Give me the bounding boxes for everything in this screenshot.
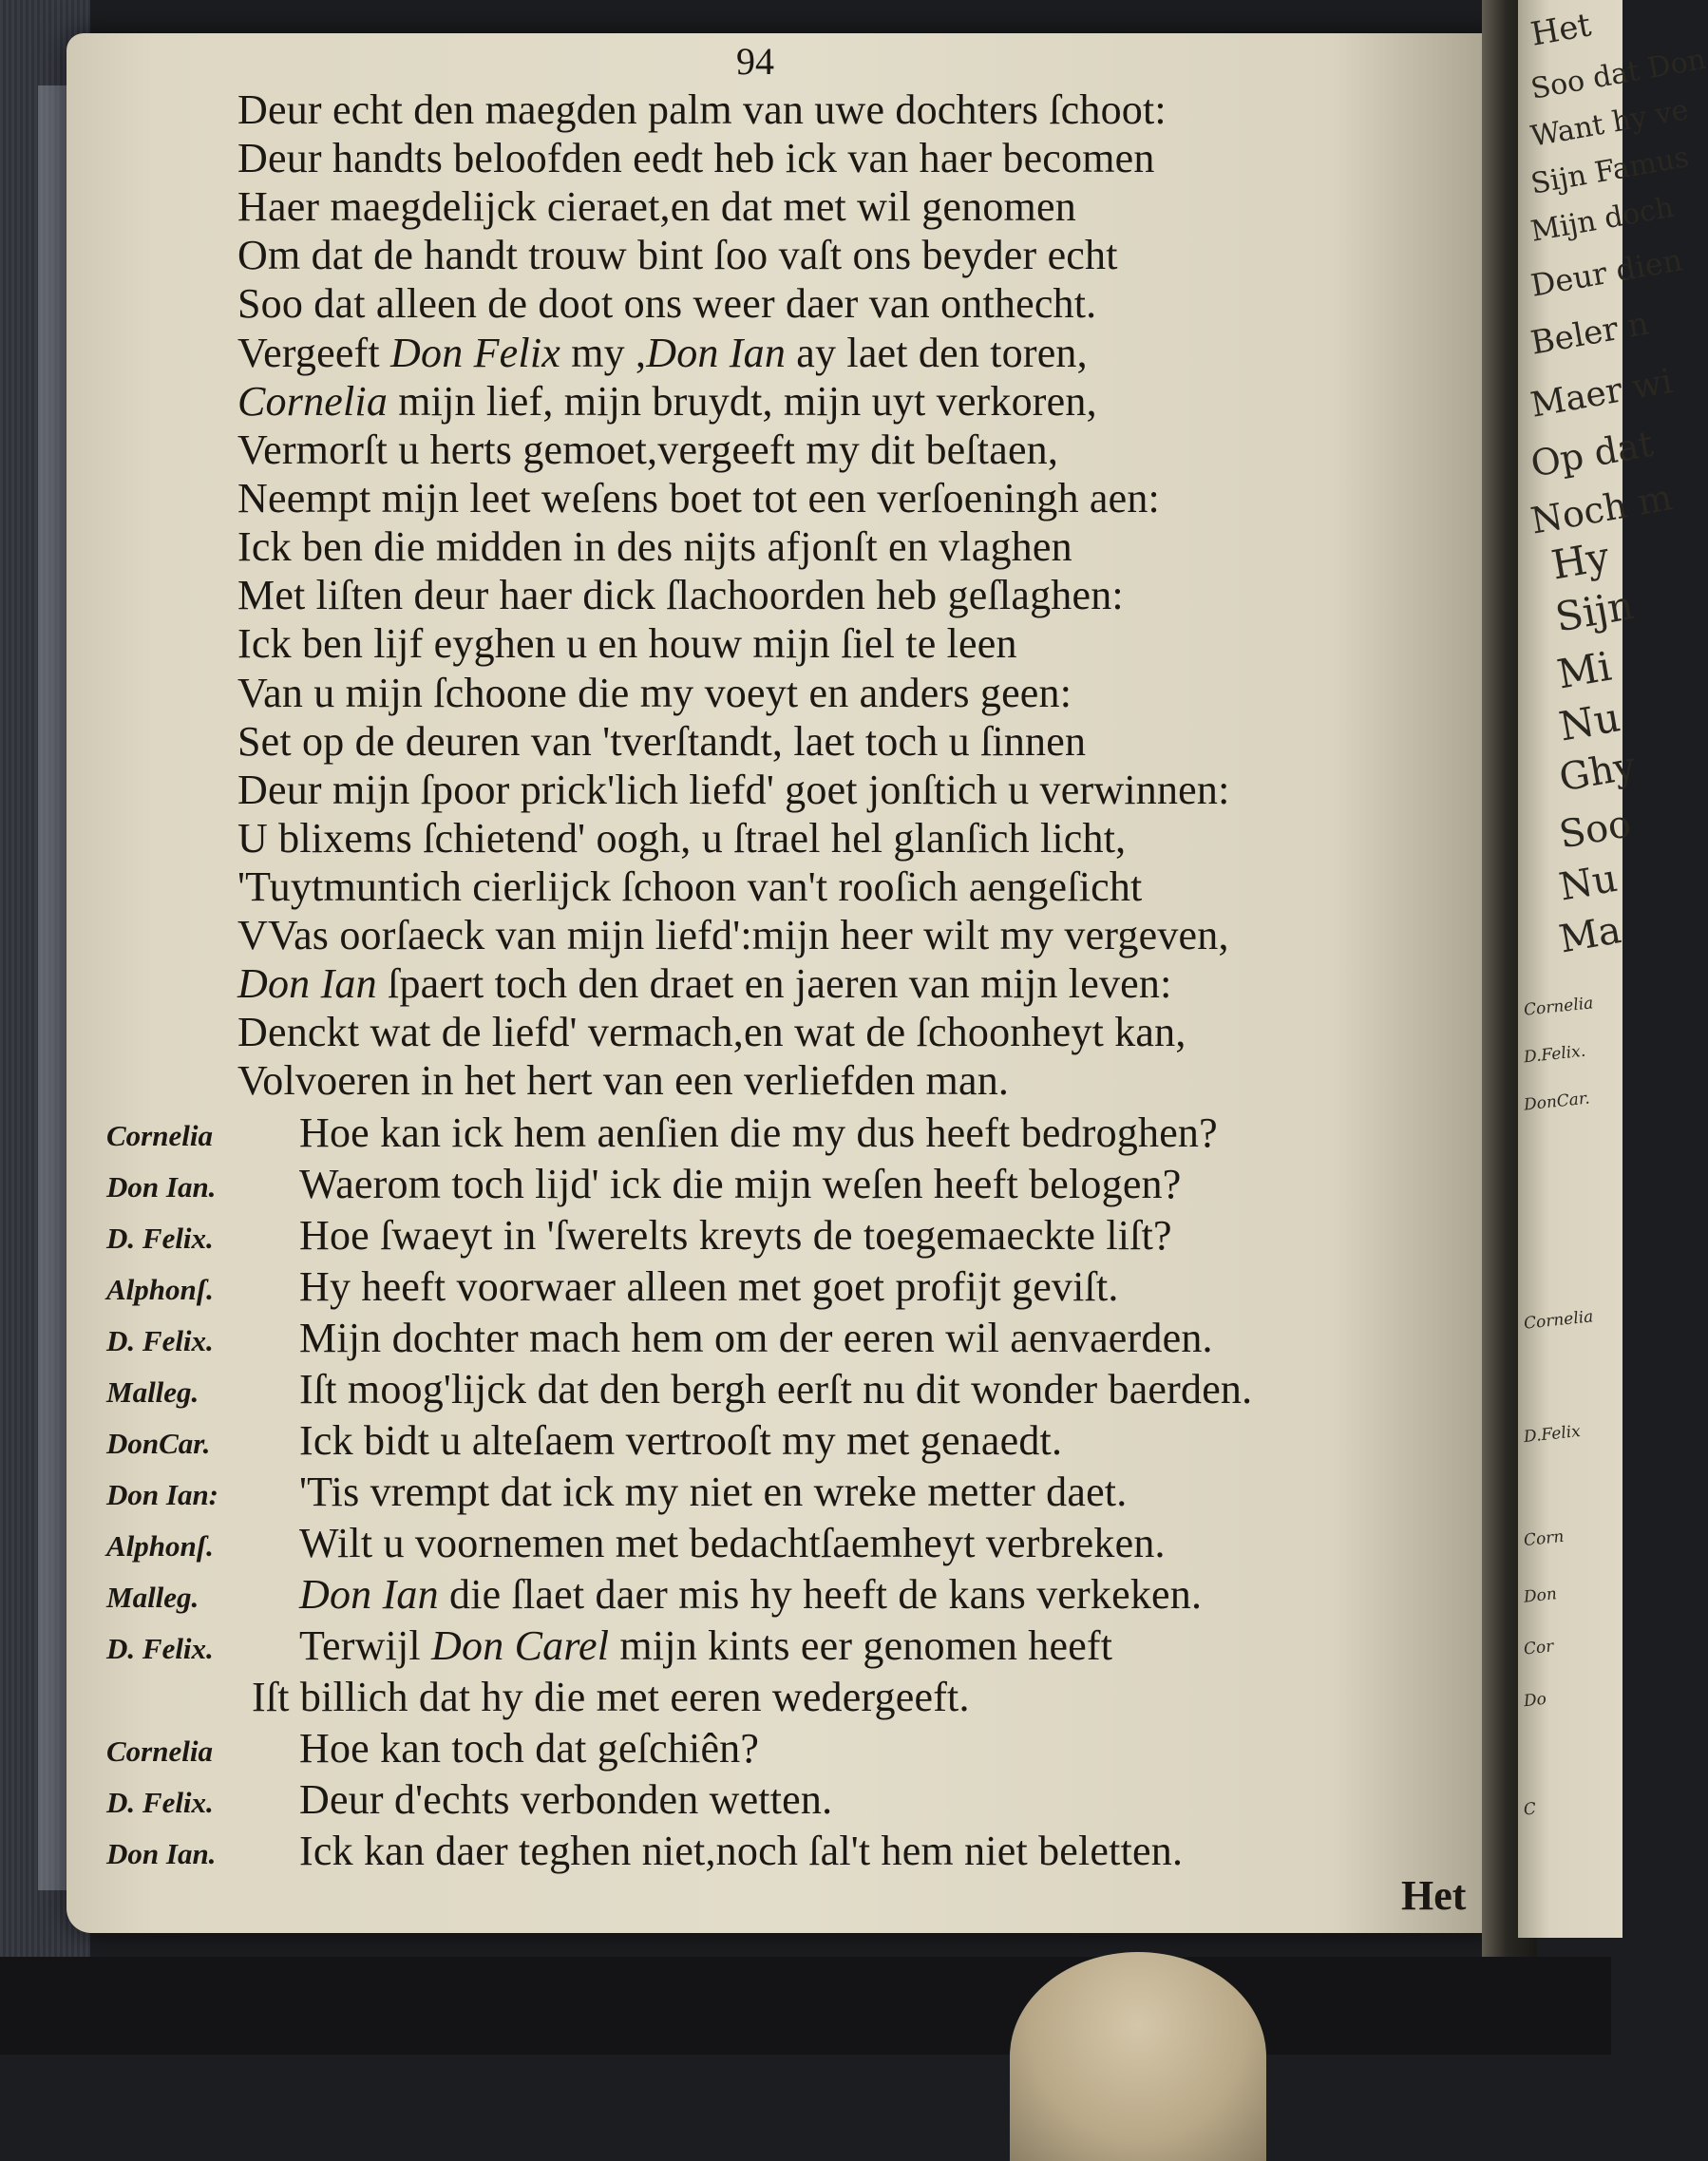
facing-line: Maer wi: [1528, 362, 1676, 426]
facing-line: Ma: [1556, 908, 1624, 962]
verse-line: Vergeeft Don Felix my ,Don Ian ay laet den toren,: [237, 330, 1088, 376]
dialogue-line: Deur d'echts verbonden wetten.: [299, 1776, 833, 1823]
facing-speaker: C: [1522, 1799, 1538, 1820]
verse-line: Vermorſt u herts gemoet,vergeeft my dit beſtaen,: [237, 427, 1059, 473]
speaker-label: D. Felix.: [106, 1222, 214, 1255]
verse-line: Don Ian ſpaert toch den draet en jaeren van mijn leven:: [237, 960, 1172, 1007]
speaker-label: Malleg.: [106, 1375, 199, 1409]
facing-line: Beler n: [1528, 304, 1652, 363]
facing-line: Nu: [1556, 856, 1621, 910]
facing-line: Noch m: [1528, 476, 1676, 542]
catchword: Het: [1401, 1872, 1467, 1919]
book-page: [66, 33, 1506, 1933]
facing-line: Hy: [1547, 532, 1613, 589]
facing-speaker: Cor: [1523, 1637, 1555, 1659]
facing-speaker: Corn: [1523, 1526, 1566, 1551]
dialogue-line: Hy heeft voorwaer alleen met goet profijt geviſt.: [299, 1263, 1119, 1310]
dialogue-line: Hoe kan ick hem aenſien die my dus heeft bedroghen?: [299, 1109, 1218, 1156]
facing-speaker: D.Felix.: [1523, 1041, 1587, 1068]
verse-line: Haer maegdelijck cieraet,en dat met wil genomen: [237, 183, 1076, 230]
speaker-label: D. Felix.: [106, 1786, 214, 1819]
facing-line: Ghy: [1556, 744, 1640, 801]
verse-line: Cornelia mijn lief, mijn bruydt, mijn uyt verkoren,: [237, 378, 1097, 425]
verse-line: Met liſten deur haer dick ſlachoorden heb geſlaghen:: [237, 572, 1124, 618]
verse-line: Van u mijn ſchoone die my voeyt en anders geen:: [237, 670, 1072, 716]
speaker-label: Don Ian:: [106, 1478, 219, 1511]
page-number: 94: [736, 40, 774, 83]
dialogue-line: Mijn dochter mach hem om der eeren wil aenvaerden.: [299, 1315, 1213, 1361]
facing-line: Sijn: [1551, 581, 1638, 641]
speaker-label: Cornelia: [106, 1119, 213, 1152]
dialogue-line: Terwijl Don Carel mijn kints eer genomen heeft: [299, 1622, 1113, 1669]
speaker-label: Alphonſ.: [106, 1529, 214, 1563]
verse-line: VVas oorſaeck van mijn liefd':mijn heer wilt my vergeven,: [237, 912, 1229, 958]
verse-line: Ick ben lijf eyghen u en houw mijn ſiel te leen: [237, 620, 1017, 667]
speaker-label: Don Ian.: [106, 1170, 217, 1204]
dialogue-line: Ick bidt u alteſaem vertrooſt my met genaedt.: [299, 1417, 1063, 1464]
facing-line: Nu: [1555, 693, 1624, 750]
verse-line: Deur handts beloofden eedt heb ick van haer becomen: [237, 135, 1155, 181]
verse-line: Deur echt den maegden palm van uwe dochters ſchoot:: [237, 86, 1167, 133]
dialogue-line: Don Ian die ſlaet daer mis hy heeft de kans verkeken.: [299, 1571, 1203, 1618]
verse-line: Om dat de handt trouw bint ſoo vaſt ons beyder echt: [237, 232, 1118, 278]
facing-speaker: Don: [1523, 1584, 1558, 1607]
speaker-label: Cornelia: [106, 1734, 213, 1768]
dialogue-line: Hoe ſwaeyt in 'ſwerelts kreyts de toegemaeckte liſt?: [299, 1212, 1172, 1259]
verse-line: Ick ben die midden in des nijts afjonſt en vlaghen: [237, 523, 1072, 570]
facing-line: Mijn doch: [1528, 190, 1677, 249]
verse-line: Neempt mijn leet weſens boet tot een verſoeningh aen:: [237, 475, 1160, 521]
speaker-label: D. Felix.: [106, 1324, 214, 1357]
facing-page: [1518, 0, 1708, 1938]
verse-line: 'Tuytmuntich cierlijck ſchoon van't rooſich aengeſicht: [237, 863, 1143, 910]
facing-speaker: Do: [1523, 1689, 1547, 1712]
facing-line: Soo: [1556, 802, 1635, 858]
verse-line: Soo dat alleen de doot ons weer daer van onthecht.: [237, 280, 1097, 327]
facing-speaker: DonCar.: [1523, 1089, 1591, 1115]
speaker-label: Alphonſ.: [106, 1273, 214, 1306]
facing-line: Mi: [1553, 642, 1615, 698]
dialogue-line: Waerom toch lijd' ick die mijn weſen heeft belogen?: [299, 1161, 1182, 1207]
verse-line: U blixems ſchietend' oogh, u ſtrael hel glanſich licht,: [237, 815, 1127, 862]
dialogue-line: Hoe kan toch dat geſchiên?: [299, 1725, 760, 1772]
facing-line: Want hy ve: [1528, 93, 1691, 154]
speaker-label: Malleg.: [106, 1581, 199, 1614]
dialogue-line: Ick kan daer teghen niet,noch ſal't hem niet beletten.: [299, 1828, 1184, 1874]
thumb: [1010, 1952, 1266, 2161]
verse-line: Denckt wat de liefd' vermach,en wat de ſchoonheyt kan,: [237, 1009, 1186, 1055]
dialogue-line: Iſt billich dat hy die met eeren wedergeeft.: [252, 1674, 970, 1720]
facing-speaker: D.Felix: [1523, 1421, 1582, 1448]
facing-line: Sijn Famus: [1528, 141, 1692, 201]
page-text: [66, 33, 1506, 1933]
facing-line: Deur dien: [1528, 241, 1685, 304]
verse-line: Deur mijn ſpoor prick'lich liefd' goet jonſtich u verwinnen:: [237, 767, 1230, 813]
speaker-label: Don Ian.: [106, 1837, 217, 1870]
facing-speaker: Cornelia: [1523, 1307, 1595, 1334]
speaker-label: DonCar.: [106, 1427, 211, 1460]
verse-line: Set op de deuren van 'tverſtandt, laet toch u ſinnen: [237, 718, 1087, 765]
dialogue-line: Iſt moog'lijck dat den bergh eerſt nu dit wonder baerden.: [299, 1366, 1253, 1412]
facing-line: Op dat: [1528, 422, 1657, 485]
dialogue-line: Wilt u voornemen met bedachtſaemheyt verbreken.: [299, 1520, 1166, 1566]
verse-line: Volvoeren in het hert van een verliefden man.: [237, 1057, 1010, 1104]
facing-line: Soo dat Don: [1528, 42, 1708, 106]
book-cover-edge: [38, 85, 66, 1890]
facing-speaker: Cornelia: [1523, 994, 1595, 1020]
dialogue-line: 'Tis vrempt dat ick my niet en wreke metter daet.: [299, 1469, 1128, 1515]
facing-line: Het: [1528, 6, 1594, 54]
speaker-label: D. Felix.: [106, 1632, 214, 1665]
dark-foreground: [0, 1957, 1611, 2055]
